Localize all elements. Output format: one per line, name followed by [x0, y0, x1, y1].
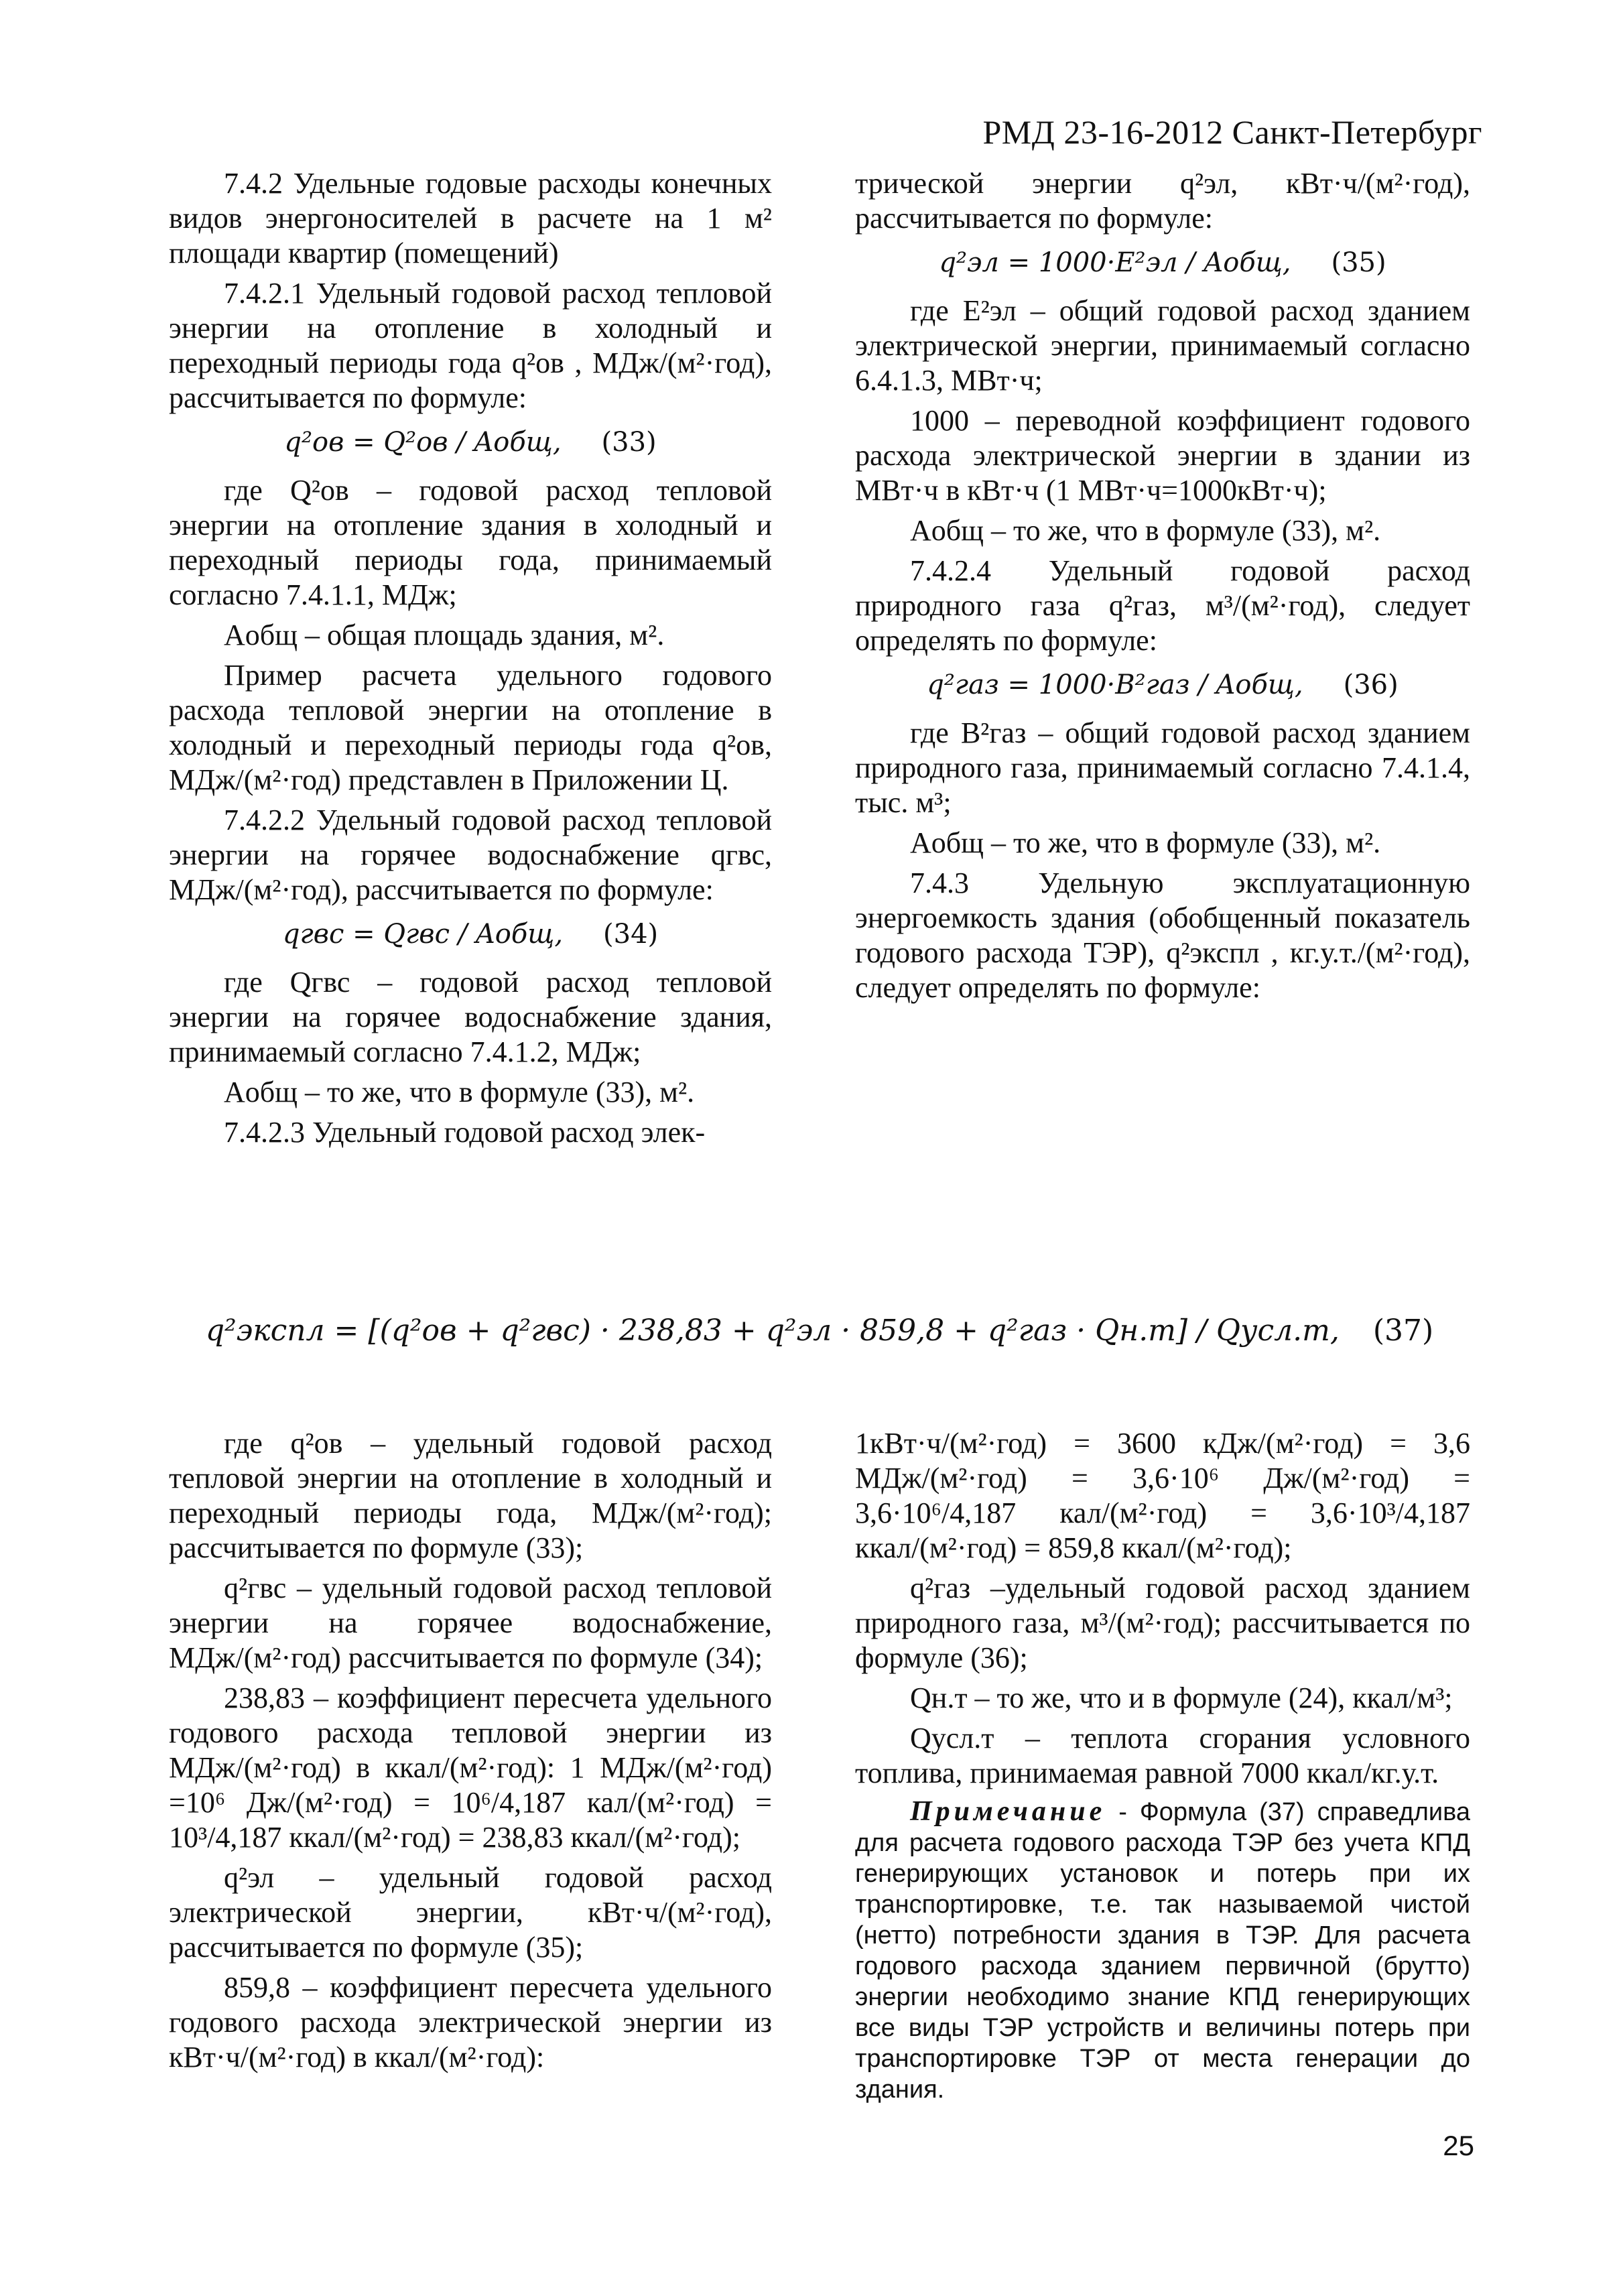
formula-33: [169, 425, 772, 460]
right-column-top: [855, 166, 1470, 1011]
paragraph: 7.4.2.1 Удельный годовой расход тепловой энергии на отопление в холодный и переходный периоды года q²ов , МДж/(м²·год), рассчитывается по формуле:: [169, 277, 772, 414]
paragraph: 7.4.2.2 Удельный годовой расход тепловой энергии на горячее водоснабжение qгвс, МДж/(м²·год), рассчитывается по формуле:: [169, 804, 772, 906]
paragraph: Пример расчета удельного годового расхода тепловой энергии на отопление в холодный и переходный периоды года q²ов, МДж/(м²·год) представлен в Приложении Ц.: [169, 659, 772, 796]
note-paragraph: [855, 1796, 1470, 2105]
paragraph: 859,8 – коэффициент пересчета удельного годового расхода электрической энергии из кВт·ч/(м²·год) в ккал/(м²·год):: [169, 1971, 772, 2074]
formula-text: q²ов = Q²ов / Aобщ,: [284, 427, 562, 458]
paragraph: 1кВт·ч/(м²·год) = 3600 кДж/(м²·год) = 3,6 МДж/(м²·год) = 3,6·10⁶ Дж/(м²·год) = 3,6·10⁶/4,187 кал/(м²·год) = 3,6·10³/4,187 ккал/(м²·год) = 859,8 ккал/(м²·год);: [855, 1427, 1470, 1564]
paragraph: 7.4.3 Удельную эксплуатационную энергоемкость здания (обобщенный показатель годового расхода ТЭР), q²экспл , кг.у.т./(м²·год), следует определять по формуле:: [855, 867, 1470, 1004]
paragraph: 7.4.2.4 Удельный годовой расход природного газа q²газ, м³/(м²·год), следует определять по формуле:: [855, 554, 1470, 657]
note-label: Примечание: [910, 1796, 1106, 1827]
paragraph: Qусл.т – теплота сгорания условного топлива, принимаемая равной 7000 ккал/кг.у.т.: [855, 1722, 1470, 1789]
paragraph: 1000 – переводной коэффициент годового расхода электрической энергии в здании из МВт·ч в кВт·ч (1 МВт·ч=1000кВт·ч);: [855, 404, 1470, 507]
note-text: - Формула (37) справедлива для расчета годового расхода ТЭР без учета КПД генерирующих установок и потерь при их транспортировке, т.е. так называемой чистой (нетто) потребности здания в ТЭР. Для расчета годового расхода зданием первичной (брутто) энергии необходимо знание КПД генерирующих все виды ТЭР устройств и величины потерь при транспортировке ТЭР от места генерации до здания.: [855, 1798, 1470, 2104]
paragraph: q²газ –удельный годовой расход зданием природного газа, м³/(м²·год); рассчитывается по формуле (36);: [855, 1572, 1470, 1674]
formula-text: q²эл = 1000·E²эл / Aобщ,: [939, 247, 1291, 278]
paragraph: где Qгвс – годовой расход тепловой энергии на горячее водоснабжение здания, принимаемый согласно 7.4.1.2, МДж;: [169, 966, 772, 1068]
right-column-bottom: [855, 1426, 1470, 2110]
paragraph: Aобщ – то же, что в формуле (33), м².: [224, 1076, 695, 1108]
paragraph: q²эл – удельный годовой расход электрической энергии, кВт·ч/(м²·год), рассчитывается по формуле (35);: [169, 1861, 772, 1964]
formula-34: [169, 917, 772, 952]
section-heading: 7.4.2 Удельные годовые расходы конечных видов энергоносителей в расчете на 1 м² площади квартир (помещений): [169, 167, 772, 269]
formula-number: (36): [1343, 669, 1399, 700]
paragraph: Aобщ – общая площадь здания, м².: [224, 619, 665, 651]
paragraph: 238,83 – коэффициент пересчета удельного годового расхода тепловой энергии из МДж/(м²·год) в ккал/(м²·год): 1 МДж/(м²·год) =10⁶ Дж/(м²·год) = 10⁶/4,187 кал/(м²·год) = 10³/4,187 ккал/(м²·год) = 238,83 ккал/(м²·год);: [169, 1681, 772, 1854]
paragraph: 7.4.2.3 Удельный годовой расход элек-: [224, 1116, 706, 1149]
formula-number: (34): [603, 919, 659, 950]
formula-text: q²газ = 1000·B²газ / Aобщ,: [927, 669, 1303, 700]
paragraph: Aобщ – то же, что в формуле (33), м².: [910, 826, 1381, 859]
page-number: 25: [1443, 2130, 1474, 2161]
document-header: РМД 23-16-2012 Санкт-Петербург: [982, 113, 1482, 151]
formula-36: [855, 667, 1470, 702]
paragraph: Qн.т – то же, что и в формуле (24), ккал/м³;: [910, 1681, 1453, 1714]
formula-number: (37): [1372, 1314, 1434, 1348]
paragraph: q²гвс – удельный годовой расход тепловой энергии на горячее водоснабжение, МДж/(м²·год) рассчитывается по формуле (34);: [169, 1572, 772, 1674]
paragraph: трической энергии q²эл, кВт·ч/(м²·год), рассчитывается по формуле:: [855, 167, 1470, 235]
paragraph: Aобщ – то же, что в формуле (33), м².: [910, 514, 1381, 547]
paragraph: где q²ов – удельный годовой расход тепловой энергии на отопление в холодный и переходный периоды года, МДж/(м²·год); рассчитывается по формуле (33);: [169, 1427, 772, 1564]
formula-35: [855, 245, 1470, 280]
formula-37: [169, 1314, 1470, 1348]
left-column-top: [169, 166, 772, 1155]
paragraph: где E²эл – общий годовой расход зданием электрической энергии, принимаемый согласно 6.4.1.3, МВт·ч;: [855, 294, 1470, 397]
formula-text: q²экспл = [(q²ов + q²гвс) · 238,83 + q²эл · 859,8 + q²газ · Qн.т] / Qусл.т,: [205, 1314, 1340, 1348]
left-column-bottom: [169, 1426, 772, 2080]
formula-number: (35): [1331, 247, 1386, 278]
formula-number: (33): [601, 427, 657, 458]
paragraph: где B²газ – общий годовой расход зданием природного газа, принимаемый согласно 7.4.1.4, тыс. м³;: [855, 716, 1470, 819]
formula-text: qгвс = Qгвс / Aобщ,: [282, 919, 564, 950]
paragraph: где Q²ов – годовой расход тепловой энергии на отопление здания в холодный и переходный периоды года, принимаемый согласно 7.4.1.1, МДж;: [169, 474, 772, 611]
